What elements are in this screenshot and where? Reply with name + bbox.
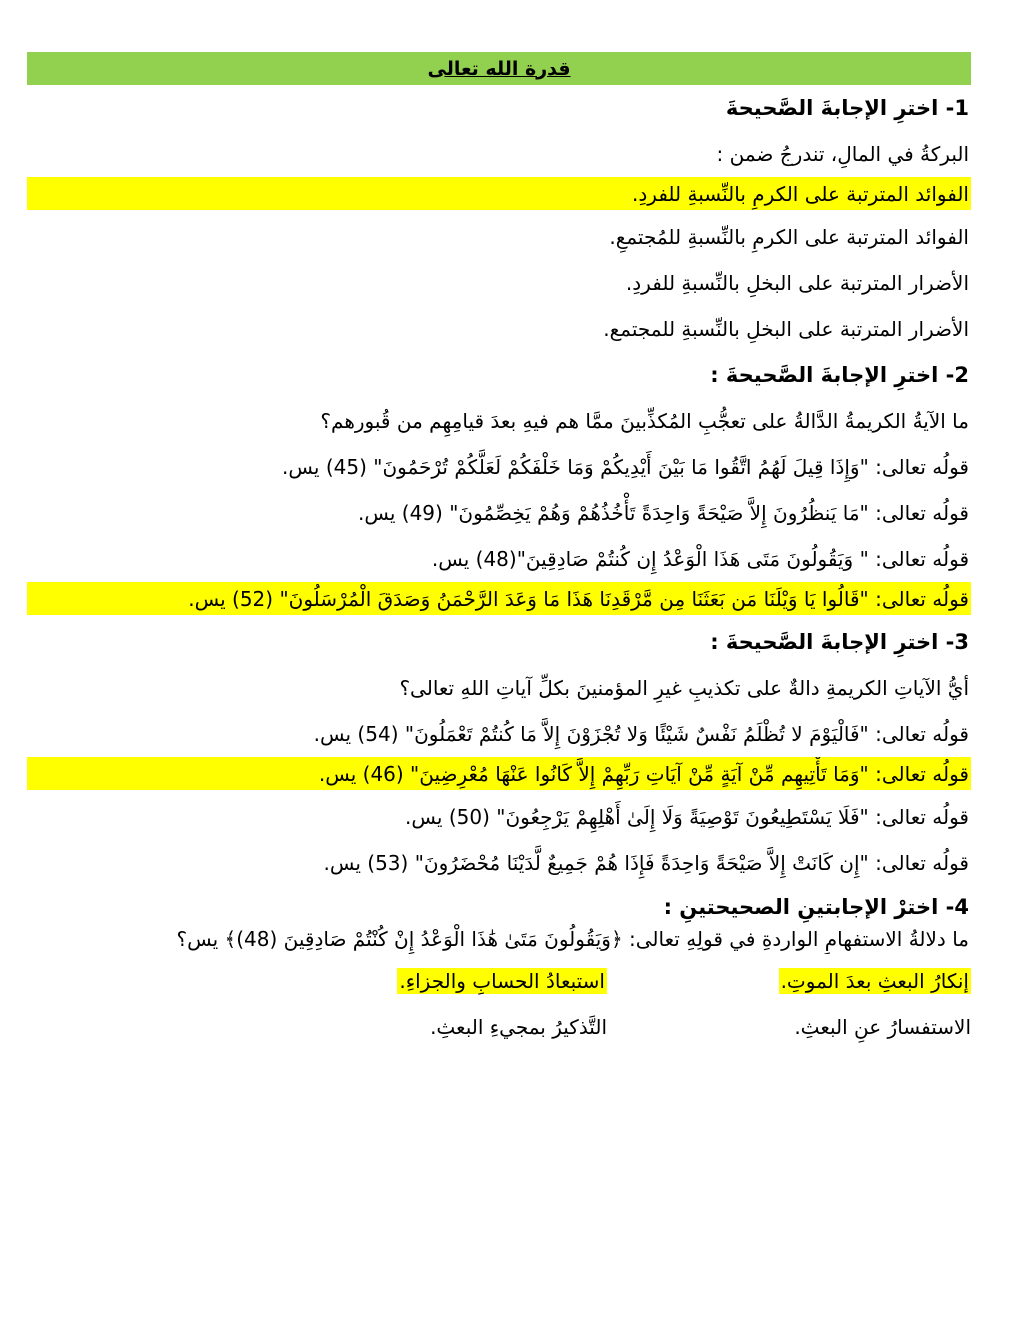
q4-option[interactable]: التَّذكيرُ بمجيءِ البعثِ. xyxy=(430,1015,607,1039)
q1-option[interactable]: الفوائد المترتبة على الكرمِ بالنِّسبةِ للمُجتمعِ. xyxy=(609,225,969,249)
q2-option-correct[interactable]: قولُه تعالى: "قَالُوا يَا وَيْلَنَا مَن بَعَثَنَا مِن مَّرْقَدِنَا هَذَا مَا وَعَدَ الرَّحْمَنُ وَصَدَقَ الْمُرْسَلُونَ" (52) يس. xyxy=(27,582,971,615)
q1-heading: 1- اخترِ الإجابةَ الصَّحيحةَ xyxy=(725,96,969,120)
page-title-bar xyxy=(27,52,971,85)
q3-option[interactable]: قولُه تعالى: "فَلَا يَسْتَطِيعُونَ تَوْصِيَةً وَلَا إِلَىٰ أَهْلِهِمْ يَرْجِعُونَ" (50) يس. xyxy=(405,805,969,829)
page-title: قدرة الله تعالى xyxy=(427,57,571,80)
q3-heading: 3- اخترِ الإجابةَ الصَّحيحةَ : xyxy=(710,630,969,654)
q4-option[interactable]: الاستفسارُ عنِ البعثِ. xyxy=(794,1015,971,1039)
q1-option-correct[interactable]: الفوائد المترتبة على الكرمِ بالنِّسبةِ للفردِ. xyxy=(27,177,971,210)
q3-stem: أيُّ الآياتِ الكريمةِ دالةٌ على تكذيبِ غيرِ المؤمنينَ بكلِّ آياتِ اللهِ تعالى؟ xyxy=(399,676,969,700)
q1-option[interactable]: الأضرار المترتبة على البخلِ بالنِّسبةِ للمجتمع. xyxy=(603,317,969,341)
q1-option[interactable]: الأضرار المترتبة على البخلِ بالنِّسبةِ للفردِ. xyxy=(625,271,969,295)
q4-answers-row-2 xyxy=(27,1004,971,1050)
q4-answer-cell xyxy=(243,1015,607,1039)
q2-option[interactable]: قولُه تعالى: "وَإِذَا قِيلَ لَهُمُ اتَّقُوا مَا بَيْنَ أَيْدِيكُمْ وَمَا خَلْفَكُمْ لَعَلَّكُمْ تُرْحَمُونَ" (45) يس. xyxy=(282,455,969,479)
q2-option[interactable]: قولُه تعالى: "مَا يَنظُرُونَ إِلاَّ صَيْحَةً وَاحِدَةً تَأْخُذُهُمْ وَهُمْ يَخِصِّمُونَ" (49) يس. xyxy=(357,501,969,525)
q4-option-correct[interactable]: استبعادُ الحسابِ والجزاءِ. xyxy=(399,969,605,993)
q4-option-correct[interactable]: إنكارُ البعثِ بعدَ الموتِ. xyxy=(780,969,969,993)
q4-answers-row-1 xyxy=(27,958,971,1004)
worksheet xyxy=(27,52,971,1050)
q4-answer-cell xyxy=(607,968,971,994)
q3-option[interactable]: قولُه تعالى: "فَالْيَوْمَ لا تُظْلَمُ نَفْسٌ شَيْئًا وَلا تُجْزَوْنَ إِلاَّ مَا كُنتُمْ تَعْمَلُونَ" (54) يس. xyxy=(313,722,969,746)
q4-answer-cell xyxy=(243,968,607,994)
q4-answer-cell xyxy=(607,1015,971,1039)
q2-option[interactable]: قولُه تعالى: " وَيَقُولُونَ مَتَى هَذَا الْوَعْدُ إِن كُنتُمْ صَادِقِينَ"(48) يس. xyxy=(431,547,969,571)
q4-heading: 4- اخترْ الإجابتينِ الصحيحتينِ : xyxy=(663,895,969,919)
q3-option[interactable]: قولُه تعالى: "إِن كَانَتْ إِلاَّ صَيْحَةً وَاحِدَةً فَإِذَا هُمْ جَمِيعٌ لَّدَيْنَا مُحْضَرُونَ" (53) يس. xyxy=(323,851,969,875)
q2-heading: 2- اخترِ الإجابةَ الصَّحيحةَ : xyxy=(710,363,969,387)
q2-stem: ما الآيةُ الكريمةُ الدَّالةُ على تعجُّبِ المُكذِّبينَ ممَّا هم فيهِ بعدَ قيامِهِم من قُبورهم؟ xyxy=(320,409,969,433)
q3-option-correct[interactable]: قولُه تعالى: "وَمَا تَأْتِيهِم مِّنْ آيَةٍ مِّنْ آيَاتِ رَبِّهِمْ إِلاَّ كَانُوا عَنْهَا مُعْرِضِينَ" (46) يس. xyxy=(27,757,971,790)
q1-stem: البركةُ في المالِ، تندرجُ ضمن : xyxy=(716,142,969,166)
q4-stem: ما دلالةُ الاستفهامِ الواردةِ في قولِهِ تعالى: ﴿وَيَقُولُونَ مَتَىٰ هَٰذَا الْوَعْدُ إِنْ كُنْتُمْ صَادِقِينَ (48)﴾ يس؟ xyxy=(176,927,969,951)
